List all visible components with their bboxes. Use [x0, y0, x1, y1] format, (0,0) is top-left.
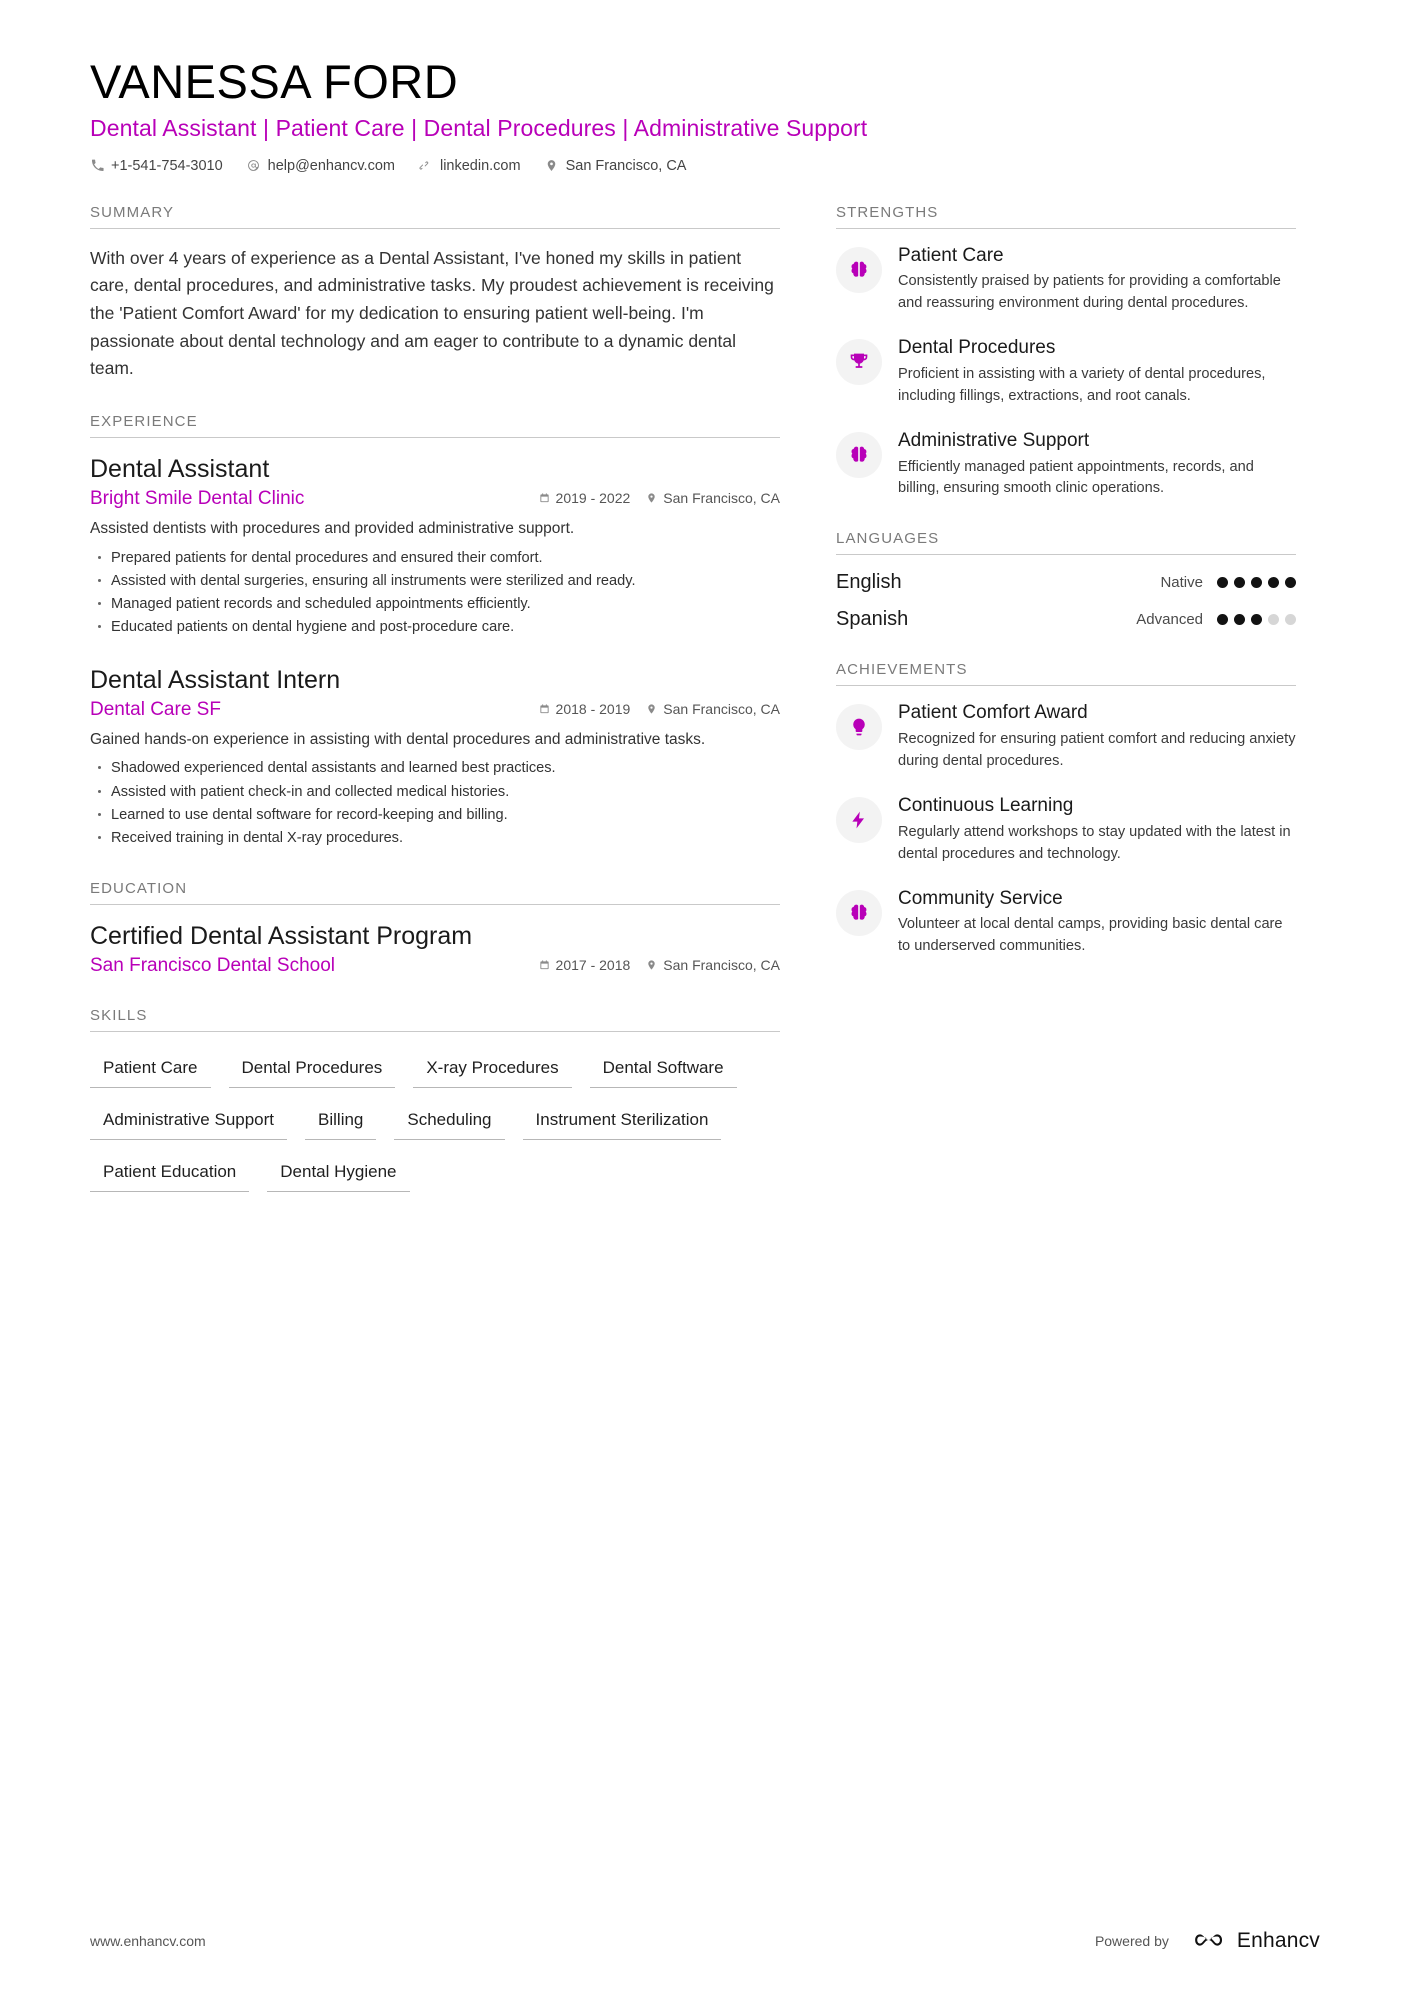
location-icon [646, 959, 657, 971]
rating-dot [1251, 577, 1262, 588]
contact-location-text: San Francisco, CA [565, 157, 687, 174]
page-footer [90, 1929, 1320, 1953]
language-rating [1217, 614, 1296, 625]
experience-location-text: San Francisco, CA [663, 700, 780, 717]
list-item: Shadowed experienced dental assistants and learned best practices. [90, 757, 780, 780]
experience-bullets [90, 547, 780, 639]
achievements-heading: ACHIEVEMENTS [836, 661, 1296, 686]
phone-icon [90, 159, 104, 173]
experience-location [646, 490, 780, 506]
summary-text: With over 4 years of experience as a Dental Assistant, I've honed my skills in patient care, dental procedures, and administrative tasks. My proudest achievement is receiving the 'Patient Comfort Award' for my dedication to ensuring patient well-being. I'm passionate about dental technology and am eager to contribute to a dynamic dental team. [90, 247, 774, 379]
rating-dot [1234, 577, 1245, 588]
brand-block [1095, 1929, 1320, 1953]
skill-chip: Scheduling [394, 1100, 504, 1140]
location-icon [646, 492, 657, 504]
powered-by-label: Powered by [1094, 1933, 1169, 1949]
language-name: Spanish [836, 608, 909, 631]
experience-company[interactable]: Dental Care SF [90, 698, 221, 720]
experience-bullets [90, 757, 780, 849]
experience-role: Dental Assistant Intern [90, 665, 341, 694]
contact-list [90, 158, 1320, 174]
list-item: Educated patients on dental hygiene and post-procedure care. [90, 616, 780, 639]
experience-heading: EXPERIENCE [90, 413, 780, 438]
education-section [90, 880, 780, 977]
achievement-desc: Regularly attend workshops to stay updated with the latest in dental procedures and technology. [898, 823, 1291, 862]
skill-chip: Dental Procedures [229, 1048, 396, 1088]
experience-location [646, 701, 780, 717]
strength-title: Patient Care [898, 244, 1004, 266]
experience-dates-text: 2019 - 2022 [555, 490, 631, 507]
strengths-heading: STRENGTHS [836, 204, 1296, 229]
resume-header [90, 56, 1320, 174]
education-program: Certified Dental Assistant Program [90, 921, 473, 950]
skills-section [90, 1007, 780, 1204]
calendar-icon [539, 959, 550, 971]
experience-dates [539, 490, 631, 506]
skills-list [90, 1048, 780, 1204]
skills-heading: SKILLS [90, 1007, 780, 1032]
rating-dot [1268, 614, 1279, 625]
strength-item [836, 430, 1296, 501]
education-location [646, 957, 780, 973]
list-item: Learned to use dental software for record-keeping and billing. [90, 804, 780, 827]
contact-link[interactable] [419, 158, 521, 174]
brand-name: Enhancv [1236, 1929, 1320, 1952]
strength-item [836, 337, 1296, 408]
language-level: Advanced [1136, 611, 1203, 629]
education-school[interactable]: San Francisco Dental School [90, 954, 336, 976]
email-icon [247, 159, 261, 173]
experience-entry [90, 665, 780, 850]
education-dates [539, 957, 631, 973]
list-item: Received training in dental X-ray procedures. [90, 827, 780, 850]
footer-website[interactable]: www.enhancv.com [90, 1933, 206, 1949]
experience-location-text: San Francisco, CA [663, 490, 780, 507]
achievement-title: Community Service [898, 887, 1063, 909]
achievement-item [836, 702, 1296, 773]
language-name: English [836, 571, 902, 594]
achievement-desc: Recognized for ensuring patient comfort and reducing anxiety during dental procedures. [898, 731, 1296, 770]
languages-section [836, 530, 1296, 631]
education-dates-text: 2017 - 2018 [555, 956, 631, 973]
experience-description: Gained hands-on experience in assisting with dental procedures and administrative tasks. [90, 730, 706, 748]
rating-dot [1217, 577, 1228, 588]
summary-heading: SUMMARY [90, 204, 780, 229]
achievement-desc: Volunteer at local dental camps, providing basic dental care to underserved communities. [898, 916, 1283, 955]
education-heading: EDUCATION [90, 880, 780, 905]
languages-heading: LANGUAGES [836, 530, 1296, 555]
list-item: Assisted with patient check-in and collected medical histories. [90, 781, 780, 804]
language-row [836, 608, 1296, 631]
contact-email-text: help@enhancv.com [267, 157, 395, 174]
strength-item [836, 245, 1296, 316]
strength-desc: Efficiently managed patient appointments, records, and billing, ensuring smooth clinic operations. [898, 458, 1254, 497]
experience-description: Assisted dentists with procedures and provided administrative support. [90, 520, 575, 538]
link-icon [419, 159, 433, 173]
experience-dates [539, 701, 631, 717]
brain-icon [836, 432, 882, 478]
page-title: VANESSA FORD [90, 55, 459, 108]
rating-dot [1285, 577, 1296, 588]
achievement-title: Continuous Learning [898, 794, 1074, 816]
achievement-item [836, 888, 1296, 959]
brain-icon [836, 247, 882, 293]
rating-dot [1217, 614, 1228, 625]
rating-dot [1251, 614, 1262, 625]
summary-section [90, 204, 780, 383]
skill-chip: Instrument Sterilization [523, 1100, 722, 1140]
experience-section [90, 413, 780, 850]
rating-dot [1234, 614, 1245, 625]
achievements-section [836, 661, 1296, 958]
skill-chip: Billing [305, 1100, 376, 1140]
achievement-title: Patient Comfort Award [898, 702, 1088, 724]
enhancv-logo-icon [1193, 1930, 1227, 1953]
strength-title: Administrative Support [898, 429, 1090, 451]
skill-chip: X-ray Procedures [413, 1048, 571, 1088]
education-location-text: San Francisco, CA [663, 956, 780, 973]
calendar-icon [539, 703, 550, 715]
experience-company[interactable]: Bright Smile Dental Clinic [90, 488, 305, 510]
list-item: Managed patient records and scheduled appointments efficiently. [90, 593, 780, 616]
contact-phone-text: +1-541-754-3010 [111, 157, 223, 174]
language-level: Native [1160, 574, 1203, 592]
contact-location [545, 158, 687, 174]
strength-title: Dental Procedures [898, 337, 1056, 359]
language-row [836, 571, 1296, 594]
strength-desc: Consistently praised by patients for providing a comfortable and reassuring environment during dental procedures. [898, 273, 1281, 312]
brain-icon [836, 890, 882, 936]
experience-entry [90, 454, 780, 639]
strength-desc: Proficient in assisting with a variety of dental procedures, including fillings, extractions, and root canals. [898, 366, 1266, 404]
contact-phone[interactable] [90, 158, 223, 174]
location-icon [646, 703, 657, 715]
calendar-icon [539, 492, 550, 504]
skill-chip: Dental Hygiene [267, 1152, 409, 1192]
experience-dates-text: 2018 - 2019 [555, 700, 631, 717]
language-rating [1217, 577, 1296, 588]
contact-email[interactable] [247, 158, 395, 174]
location-icon [545, 159, 559, 173]
contact-link-text: linkedin.com [439, 157, 521, 174]
list-item: Assisted with dental surgeries, ensuring all instruments were sterilized and ready. [90, 570, 780, 593]
lightbulb-icon [836, 704, 882, 750]
skill-chip: Patient Education [90, 1152, 249, 1192]
experience-role: Dental Assistant [90, 454, 270, 483]
skill-chip: Patient Care [90, 1048, 211, 1088]
list-item: Prepared patients for dental procedures and ensured their comfort. [90, 547, 780, 570]
bolt-icon [836, 797, 882, 843]
headline: Dental Assistant | Patient Care | Dental Procedures | Administrative Support [90, 114, 868, 141]
rating-dot [1285, 614, 1296, 625]
trophy-icon [836, 339, 882, 385]
skill-chip: Administrative Support [90, 1100, 287, 1140]
left-column [90, 204, 780, 1234]
achievement-item [836, 795, 1296, 866]
strengths-section [836, 204, 1296, 501]
skill-chip: Dental Software [590, 1048, 737, 1088]
right-column [836, 204, 1296, 988]
education-entry [90, 921, 780, 977]
rating-dot [1268, 577, 1279, 588]
